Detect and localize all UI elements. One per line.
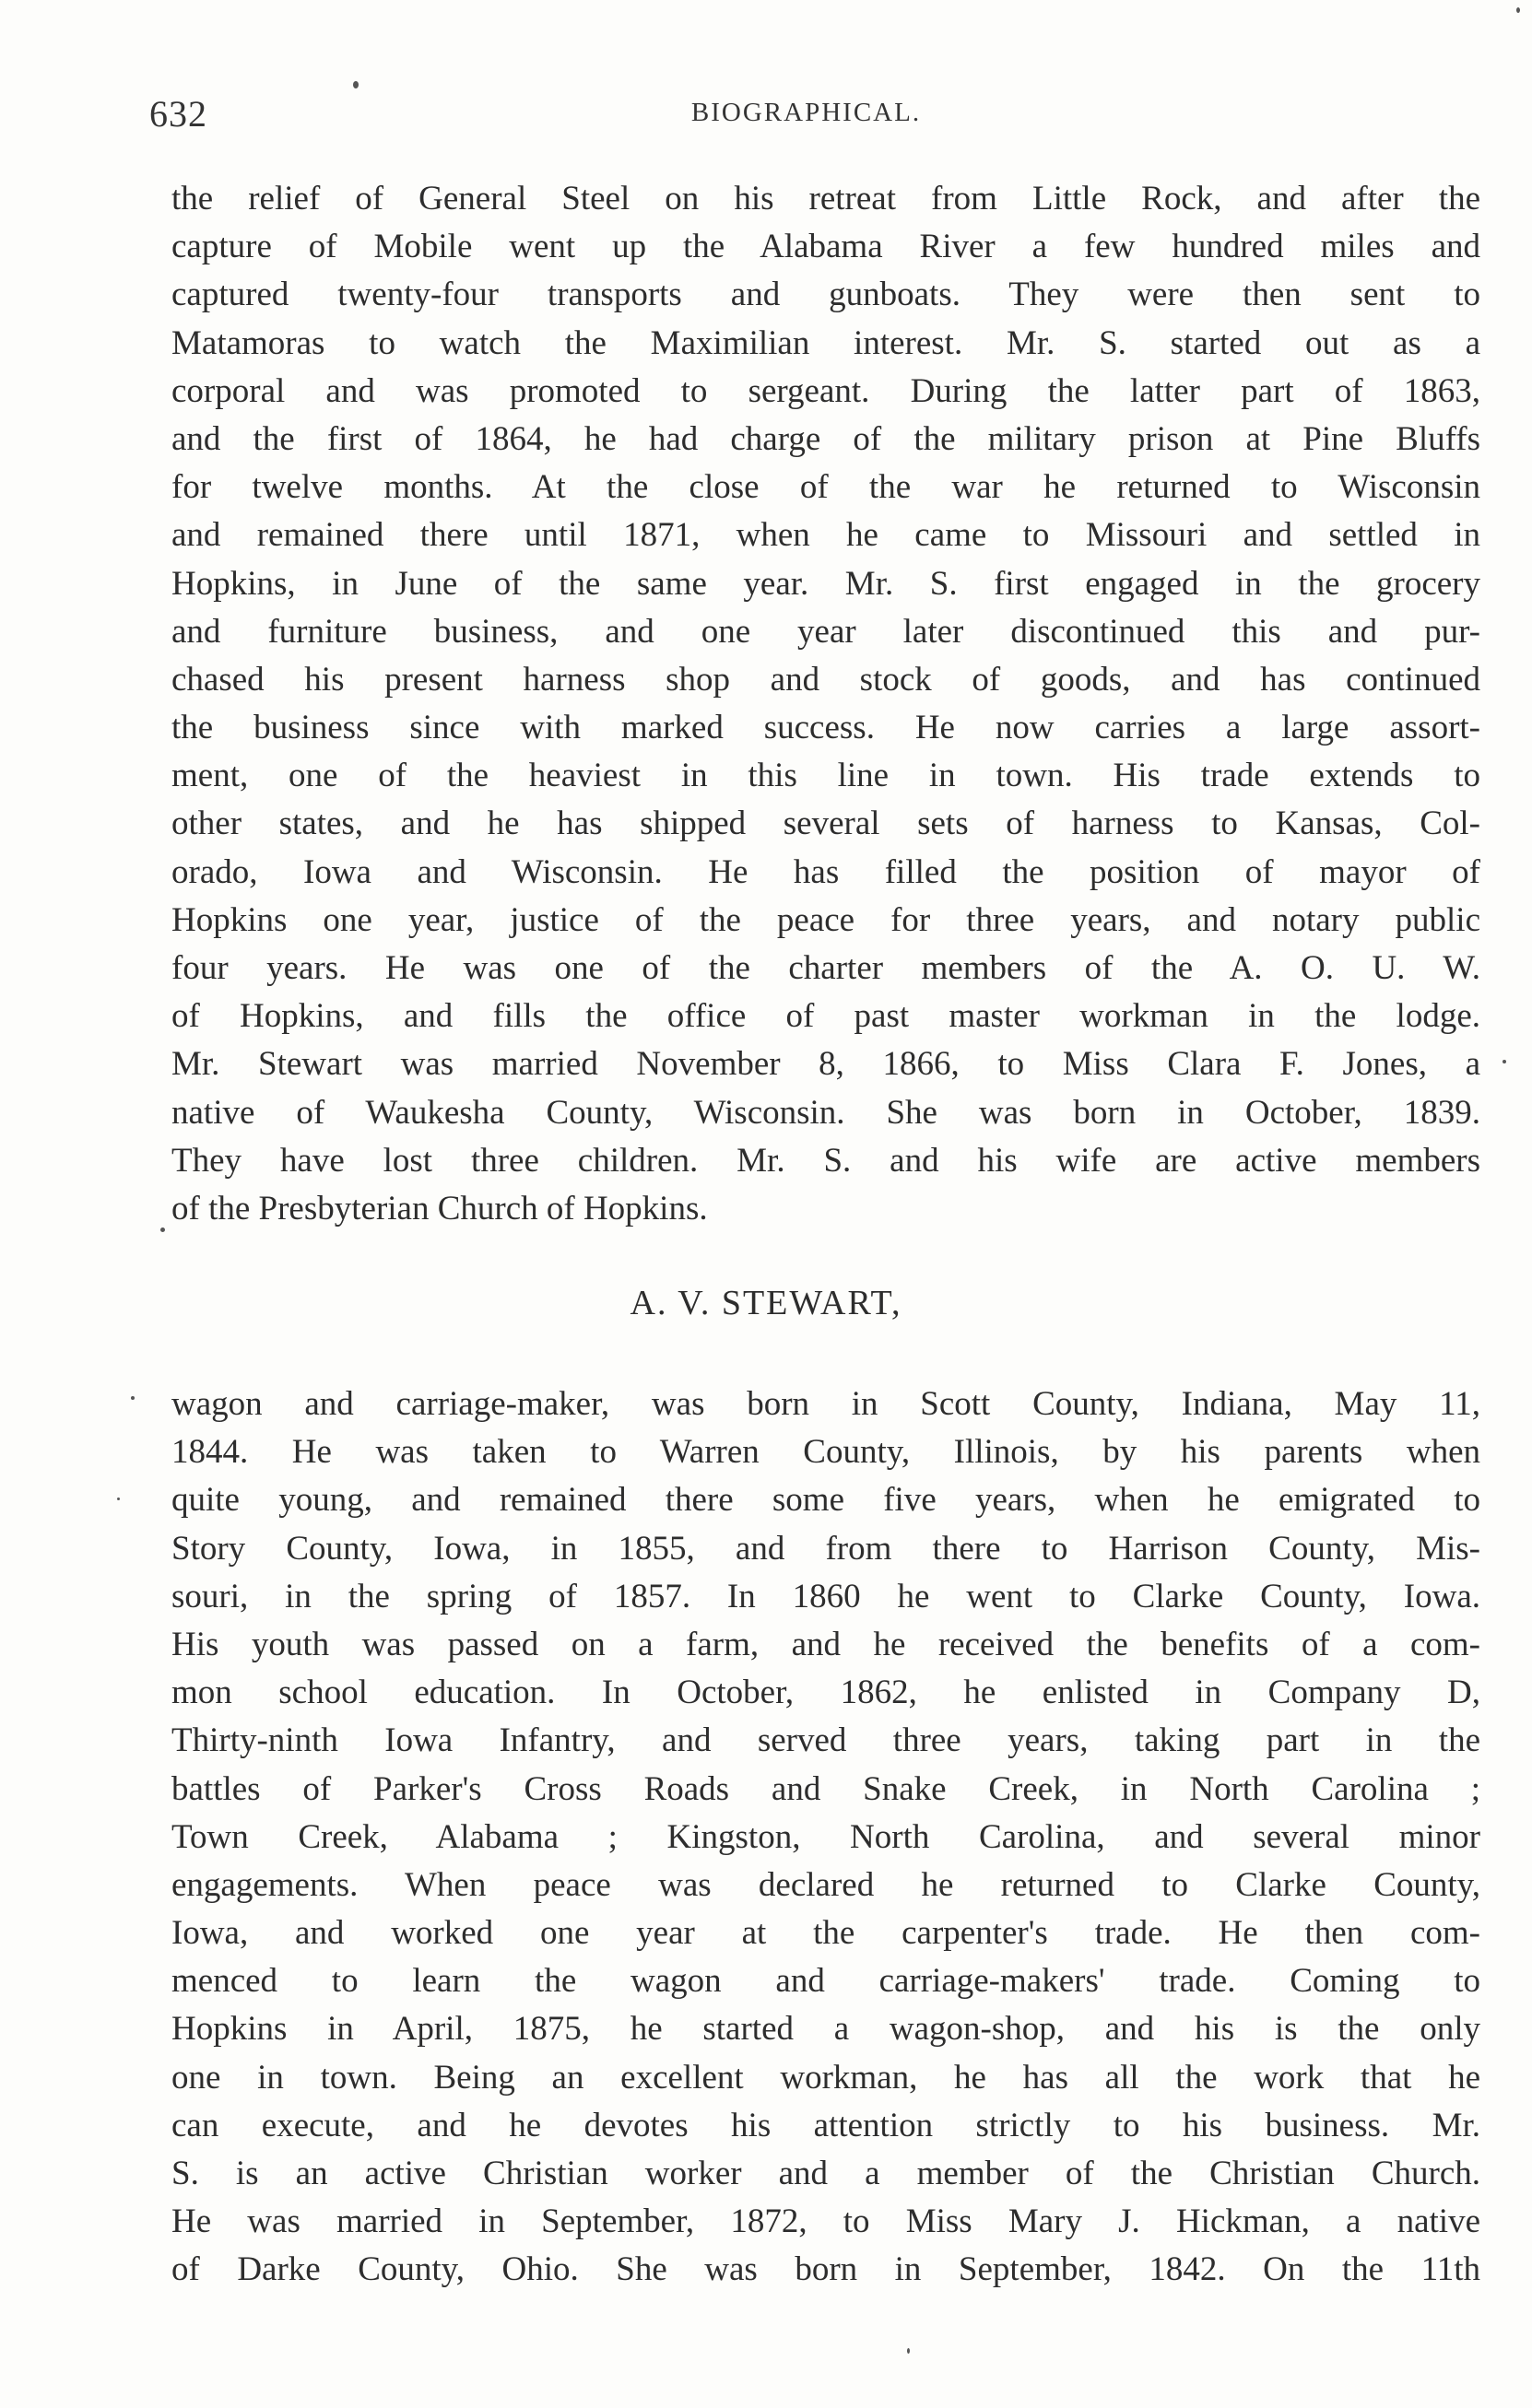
section-heading: A. V. STEWART, bbox=[630, 1284, 902, 1322]
text-line: for twelve months. At the close of the war he returned to Wisconsin bbox=[171, 468, 1480, 507]
text-line: Hopkins, in June of the same year. Mr. S. first engaged in the grocery bbox=[171, 564, 1480, 603]
text-line: orado, Iowa and Wisconsin. He has filled the position of mayor of bbox=[171, 852, 1480, 891]
speck bbox=[160, 1227, 165, 1232]
text-line: Town Creek, Alabama ; Kingston, North Carolina, and several minor bbox=[171, 1817, 1480, 1856]
text-line: Matamoras to watch the Maximilian interest. Mr. S. started out as a bbox=[171, 323, 1480, 362]
text-line: corporal and was promoted to sergeant. During the latter part of 1863, bbox=[171, 371, 1480, 410]
text-line: and the first of 1864, he had charge of the military prison at Pine Bluffs bbox=[171, 419, 1480, 458]
text-line: Thirty-ninth Iowa Infantry, and served three years, taking part in the bbox=[171, 1721, 1480, 1760]
text-line: battles of Parker's Cross Roads and Snake Creek, in North Carolina ; bbox=[171, 1769, 1480, 1808]
text-line: Story County, Iowa, in 1855, and from there to Harrison County, Mis- bbox=[171, 1529, 1480, 1568]
text-line: souri, in the spring of 1857. In 1860 he went to Clarke County, Iowa. bbox=[171, 1577, 1480, 1615]
text-line: captured twenty-four transports and gunboats. They were then sent to bbox=[171, 276, 1480, 314]
running-head: BIOGRAPHICAL. bbox=[690, 98, 922, 127]
text-line: Iowa, and worked one year at the carpenter's trade. He then com- bbox=[171, 1914, 1480, 1953]
text-line: chased his present harness shop and stock of goods, and has continued bbox=[171, 660, 1480, 699]
text-line: ment, one of the heaviest in this line in town. His trade extends to bbox=[171, 757, 1480, 795]
page-header bbox=[149, 92, 1463, 138]
text-line: of Darke County, Ohio. She was born in September, 1842. On the 11th bbox=[171, 2250, 1480, 2289]
text-line: the relief of General Steel on his retreat from Little Rock, and after the bbox=[171, 180, 1480, 217]
text-line: mon school education. In October, 1862, he enlisted in Company D, bbox=[171, 1674, 1480, 1712]
text-line: the business since with marked success. He now carries a large assort- bbox=[171, 709, 1480, 747]
text-line: S. is an active Christian worker and a member of the Christian Church. bbox=[171, 2155, 1480, 2192]
text-line: native of Waukesha County, Wisconsin. She was born in October, 1839. bbox=[171, 1093, 1480, 1132]
text-line: and furniture business, and one year later discontinued this and pur- bbox=[171, 612, 1480, 651]
text-line: wagon and carriage-maker, was born in Scott County, Indiana, May 11, bbox=[171, 1385, 1480, 1423]
text-line: of the Presbyterian Church of Hopkins. bbox=[171, 1189, 708, 1227]
text-line: Hopkins one year, justice of the peace for three years, and notary public bbox=[171, 900, 1480, 939]
page-number: 632 bbox=[149, 93, 207, 135]
text-line: quite young, and remained there some five years, when he emigrated to bbox=[171, 1481, 1480, 1520]
text-line: He was married in September, 1872, to Miss Mary J. Hickman, a native bbox=[171, 2202, 1480, 2241]
text-line: of Hopkins, and fills the office of past master workman in the lodge. bbox=[171, 997, 1480, 1036]
text-line: Hopkins in April, 1875, he started a wagon-shop, and his is the only bbox=[171, 2010, 1480, 2049]
text-line: can execute, and he devotes his attention strictly to his business. Mr. bbox=[171, 2106, 1480, 2144]
text-line: capture of Mobile went up the Alabama River a few hundred miles and bbox=[171, 228, 1480, 266]
text-line: four years. He was one of the charter members of the A. O. U. W. bbox=[171, 949, 1480, 987]
speck bbox=[117, 1498, 120, 1500]
text-line: other states, and he has shipped several sets of harness to Kansas, Col- bbox=[171, 805, 1480, 843]
text-line: They have lost three children. Mr. S. and his wife are active members bbox=[171, 1141, 1480, 1180]
speck bbox=[1503, 1060, 1506, 1063]
biography-paragraph bbox=[171, 1380, 1480, 2295]
biography-paragraph-continued bbox=[171, 175, 1480, 1233]
text-line: Mr. Stewart was married November 8, 1866, to Miss Clara F. Jones, a bbox=[171, 1045, 1480, 1084]
speck bbox=[907, 2348, 910, 2354]
text-line: 1844. He was taken to Warren County, Illinois, by his parents when bbox=[171, 1433, 1480, 1472]
speck bbox=[131, 1396, 135, 1400]
speck bbox=[353, 81, 359, 88]
text-line: and remained there until 1871, when he came to Missouri and settled in bbox=[171, 516, 1480, 555]
text-line: one in town. Being an excellent workman, he has all the work that he bbox=[171, 2058, 1480, 2097]
speck bbox=[1516, 7, 1520, 13]
text-line: His youth was passed on a farm, and he received the benefits of a com- bbox=[171, 1625, 1480, 1663]
text-line: engagements. When peace was declared he returned to Clarke County, bbox=[171, 1865, 1480, 1904]
text-line: menced to learn the wagon and carriage-makers' trade. Coming to bbox=[171, 1962, 1480, 2001]
